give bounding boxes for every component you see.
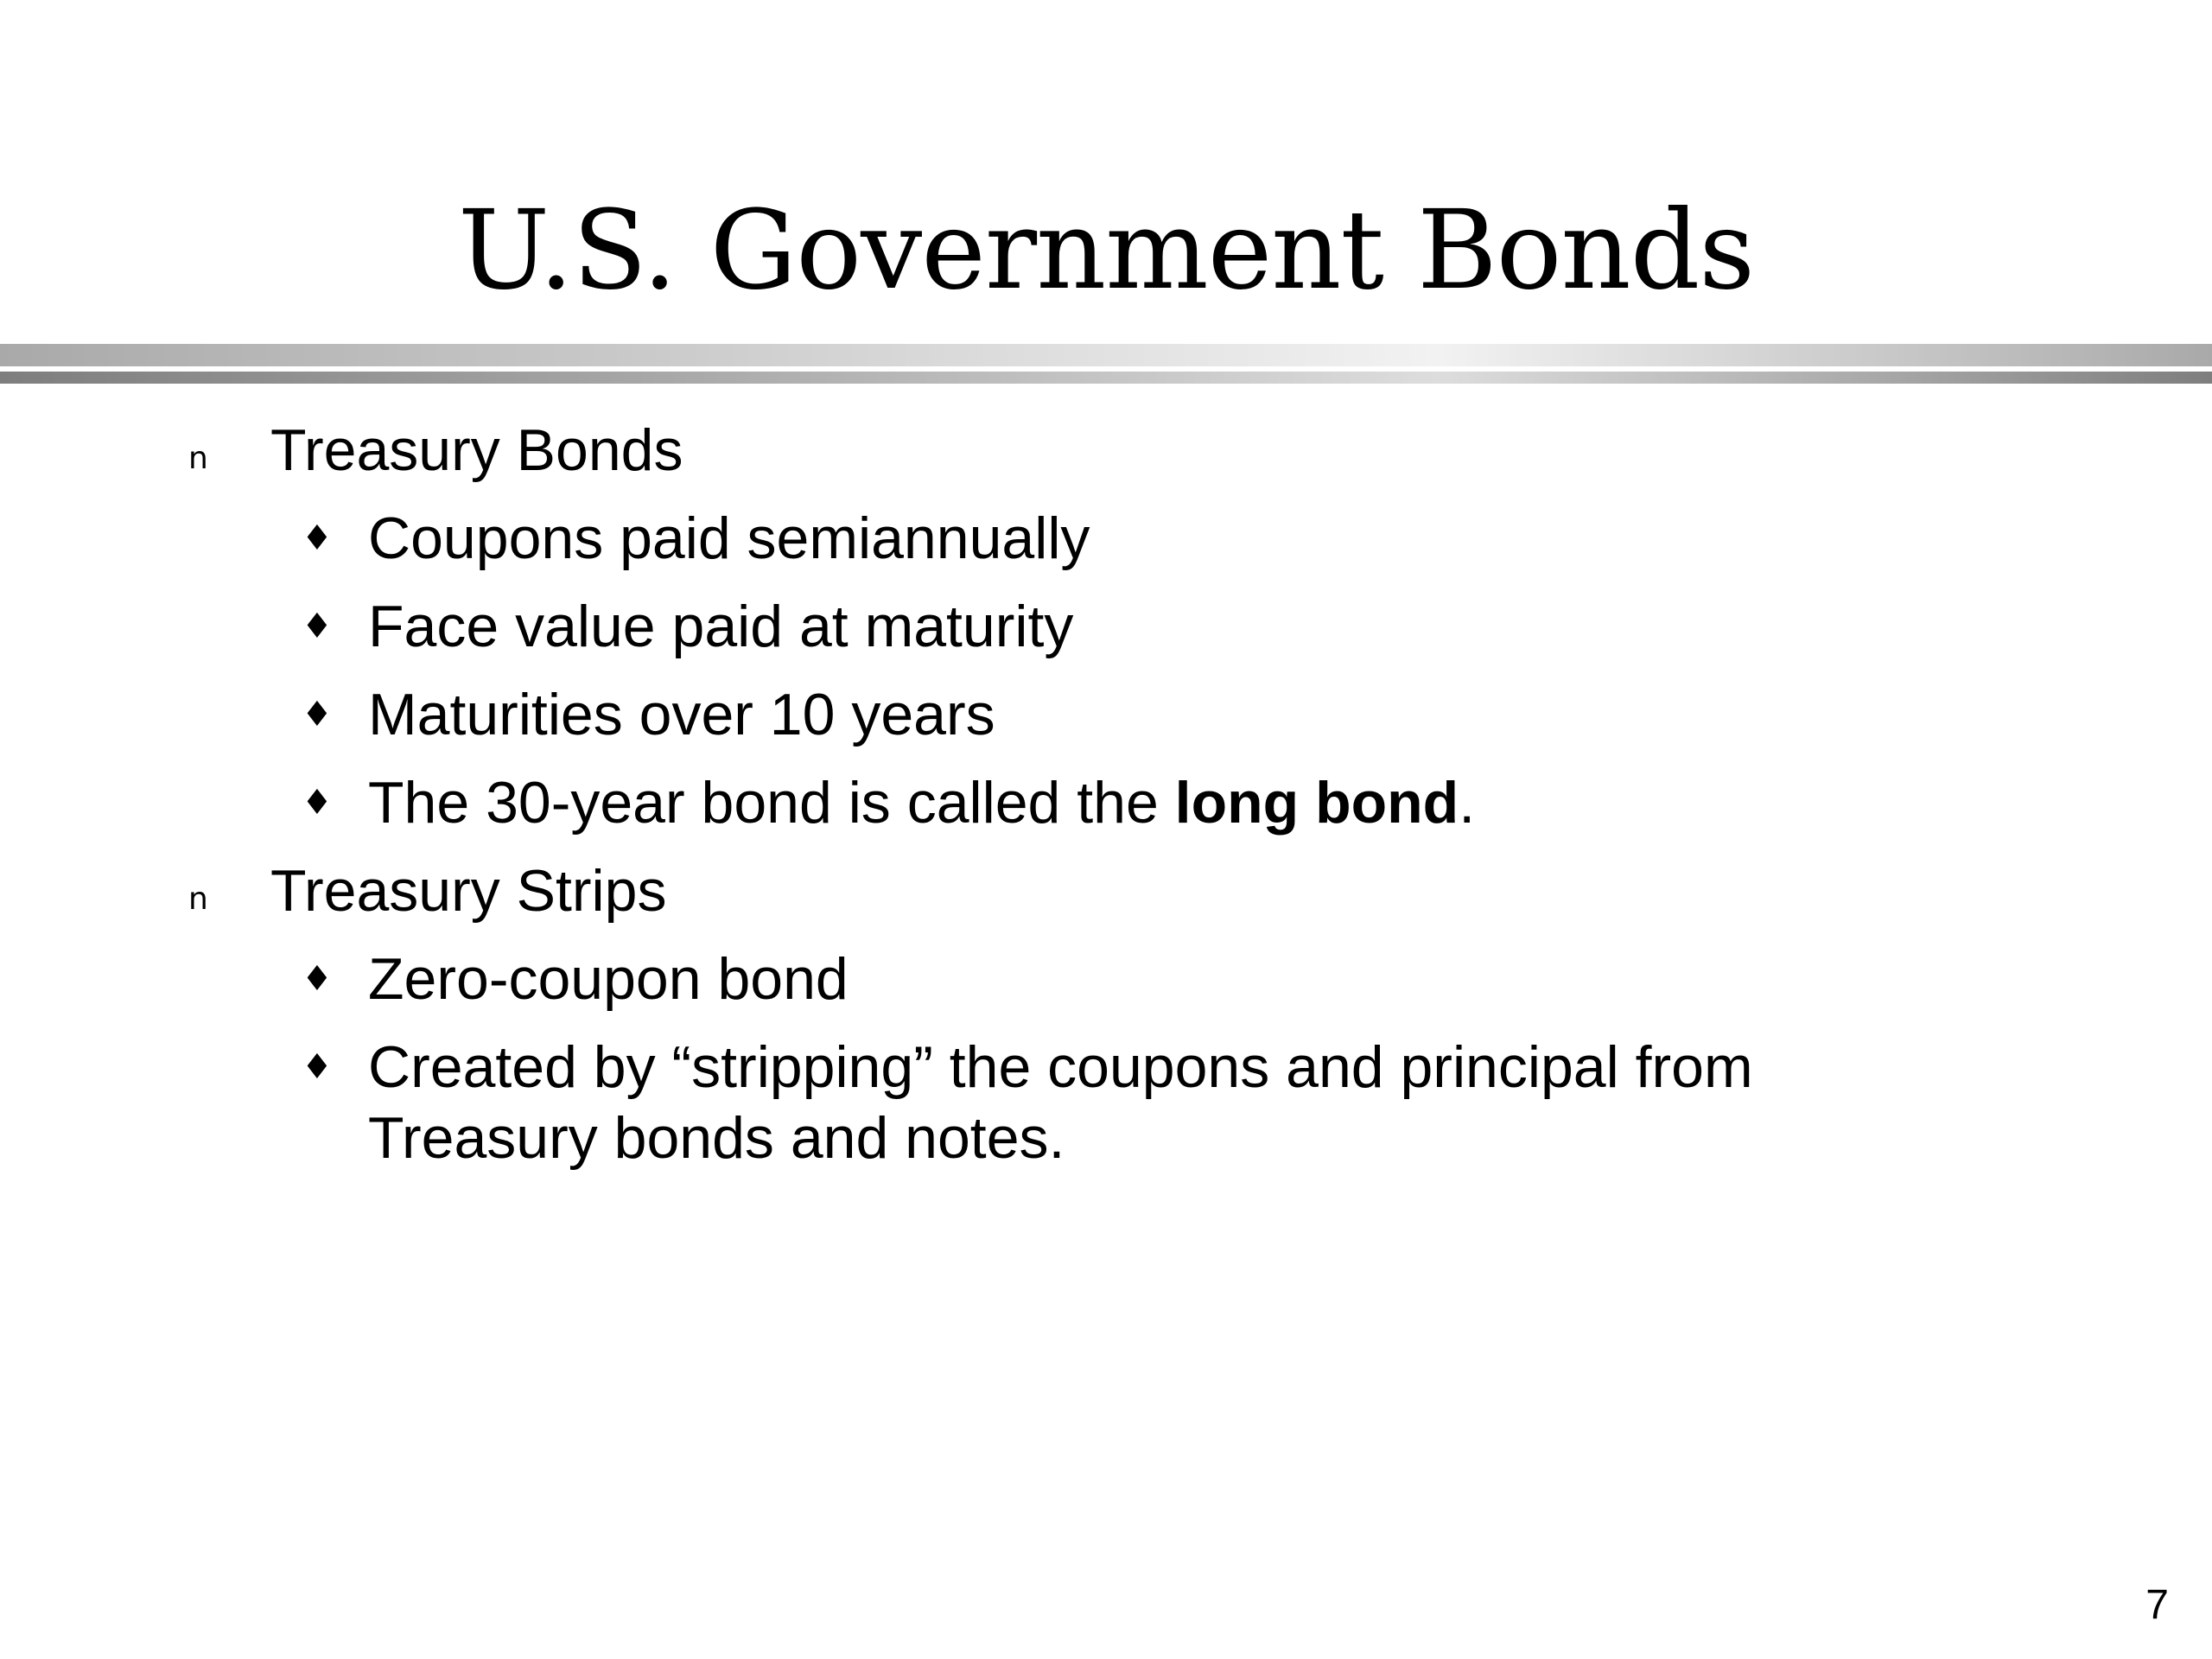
sub-bullet-text: Coupons paid semiannually <box>368 505 1090 571</box>
slide-body <box>0 415 2212 1191</box>
bullet-text: Treasury Bonds <box>270 417 683 483</box>
diamond-bullet-icon: ♦ <box>302 518 333 558</box>
bold-term: long bond <box>1174 770 1459 836</box>
diamond-bullet-icon: ♦ <box>302 1047 333 1087</box>
slide-title: U.S. Government Bonds <box>457 187 1755 314</box>
diamond-bullet-icon: ♦ <box>302 783 333 823</box>
sub-bullet-text: Zero-coupon bond <box>368 946 849 1012</box>
sub-bullet-text: Created by “stripping” the coupons and principal from Treasury bonds and notes. <box>368 1034 1753 1171</box>
diamond-bullet-icon: ♦ <box>302 607 333 646</box>
sub-bullet-text: Maturities over 10 years <box>368 682 995 747</box>
sub-bullet-text <box>368 770 1475 836</box>
sub-bullet-maturities <box>302 679 1906 750</box>
text-after: . <box>1459 770 1476 836</box>
bullet-text: Treasury Strips <box>270 858 667 924</box>
diamond-bullet-icon: ♦ <box>302 959 333 999</box>
bullet-treasury-strips <box>188 855 2212 926</box>
sub-bullet-stripping <box>302 1032 1906 1173</box>
sub-bullet-long-bond <box>302 767 1906 838</box>
square-bullet-icon: n <box>188 441 208 476</box>
sub-bullet-face-value <box>302 591 1906 662</box>
sub-bullet-coupons <box>302 503 1906 574</box>
square-bullet-icon: n <box>188 881 208 917</box>
title-divider-light <box>0 344 2212 366</box>
sub-bullet-zero-coupon <box>302 944 1906 1014</box>
title-divider-dark <box>0 372 2212 384</box>
page-number: 7 <box>2145 1582 2169 1628</box>
sub-bullet-text: Face value paid at maturity <box>368 594 1074 659</box>
bullet-treasury-bonds <box>188 415 2212 486</box>
text-before: The 30-year bond is called the <box>368 770 1175 836</box>
diamond-bullet-icon: ♦ <box>302 695 333 734</box>
